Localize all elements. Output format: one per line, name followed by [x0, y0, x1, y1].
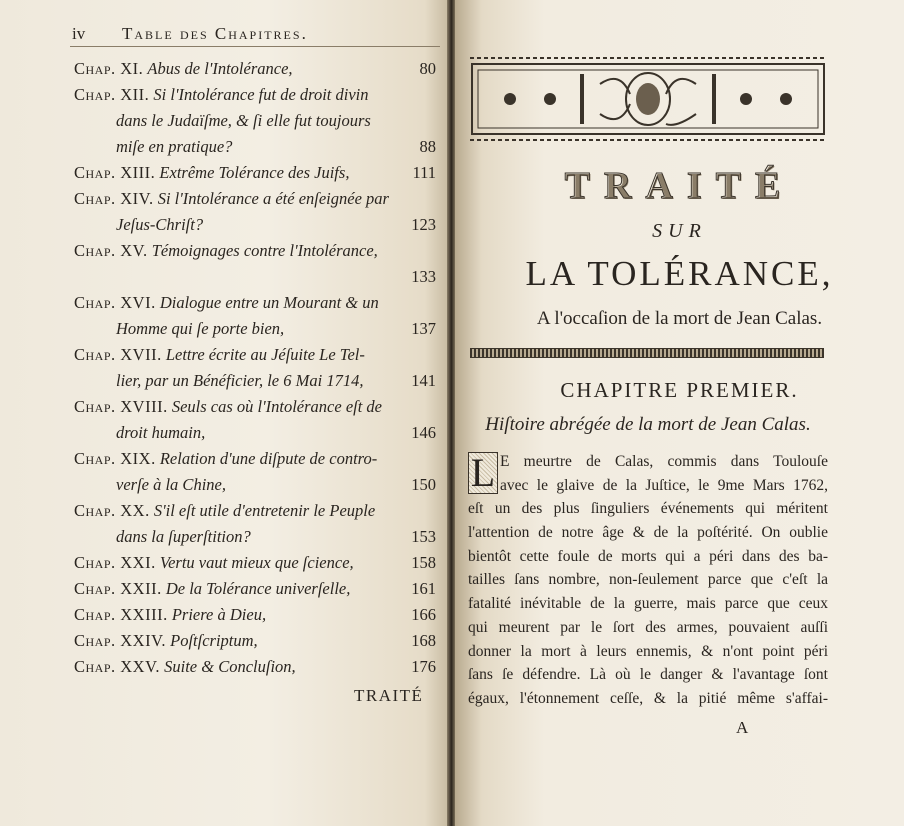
- toc-entry: [74, 524, 436, 550]
- toc-page-number: 141: [411, 371, 436, 390]
- toc-entry: [74, 82, 436, 108]
- toc-entry: [74, 160, 436, 186]
- toc-entry: [74, 420, 436, 446]
- signature-mark: A: [736, 718, 749, 737]
- toc-page-number: 123: [411, 215, 436, 234]
- toc-chapter-number: Chap. XIII.: [74, 163, 156, 182]
- toc-page-number: 133: [411, 267, 436, 286]
- toc-chapter-number: Chap. XXIII.: [74, 605, 168, 624]
- toc-chapter-title: Si l'Intolérance fut de droit divin: [153, 85, 369, 104]
- body-line: qui meurent par le ſort des armes, pouvaient auſſi: [468, 618, 828, 636]
- body-line: eſt un des plus ſinguliers événements qui méritent: [468, 500, 828, 518]
- toc-page-number: 158: [411, 553, 436, 572]
- toc-chapter-title: Priere à Dieu,: [171, 605, 267, 624]
- toc-entry: [74, 472, 436, 498]
- toc-entry: [74, 238, 436, 264]
- drop-cap: L: [468, 452, 498, 494]
- toc-entry: [74, 576, 436, 602]
- body-line: égaux, l'étonnement ceſſe, & la pitié même s'affai-: [468, 689, 828, 707]
- toc-page-number: 168: [411, 631, 436, 650]
- toc-entry: [74, 212, 436, 238]
- table-of-contents: [74, 56, 436, 680]
- toc-page-number: 176: [411, 657, 436, 676]
- toc-chapter-number: Chap. XVII.: [74, 345, 162, 364]
- running-head-title: Table des Chapitres.: [122, 24, 308, 43]
- toc-chapter-number: Chap. XXII.: [74, 579, 162, 598]
- toc-page-number: 111: [412, 163, 436, 182]
- toc-chapter-number: Chap. XII.: [74, 85, 150, 104]
- toc-chapter-title: Homme qui ſe porte bien,: [116, 319, 285, 338]
- chapter-heading: CHAPITRE PREMIER.: [560, 378, 799, 402]
- catchword: TRAITÉ: [354, 686, 424, 705]
- toc-chapter-title: lier, par un Bénéficier, le 6 Mai 1714,: [116, 371, 364, 390]
- toc-chapter-title: Abus de l'Intolérance,: [147, 59, 293, 78]
- body-line: avec le glaive de la Juſtice, le 9me Mars 1762,: [500, 476, 828, 494]
- toc-chapter-number: Chap. XXV.: [74, 657, 161, 676]
- toc-chapter-title: Vertu vaut mieux que ſcience,: [159, 553, 354, 572]
- toc-entry: [74, 108, 436, 134]
- toc-chapter-title: Témoignages contre l'Intolérance,: [151, 241, 378, 260]
- toc-page-number: 137: [411, 319, 436, 338]
- toc-chapter-title: Si l'Intolérance a été enſeignée par: [157, 189, 389, 208]
- toc-chapter-number: Chap. XX.: [74, 501, 150, 520]
- toc-page-number: 80: [419, 59, 436, 78]
- toc-entry: [74, 316, 436, 342]
- toc-chapter-title: S'il eſt utile d'entretenir le Peuple: [153, 501, 376, 520]
- main-title: LA TOLÉRANCE,: [525, 254, 834, 293]
- decorated-title: TRAITÉ: [564, 165, 795, 207]
- toc-entry: [74, 56, 436, 82]
- toc-entry: [74, 446, 436, 472]
- subtitle: A l'occaſion de la mort de Jean Calas.: [536, 308, 823, 329]
- toc-chapter-title: Jeſus-Chriſt?: [116, 215, 204, 234]
- book-gutter: [447, 0, 455, 826]
- toc-entry: [74, 628, 436, 654]
- body-line: donner la mort à leurs ennemis, & n'ont point péri: [468, 642, 828, 660]
- toc-chapter-title: verſe à la Chine,: [116, 475, 226, 494]
- toc-entry: [74, 342, 436, 368]
- toc-chapter-number: Chap. XV.: [74, 241, 148, 260]
- chapter-title: Hiſtoire abrégée de la mort de Jean Calas.: [485, 414, 811, 435]
- headpiece-ornament: [470, 54, 826, 144]
- toc-chapter-number: Chap. XIV.: [74, 189, 154, 208]
- body-line: l'attention de notre âge & de la poſtérité. On oublie: [468, 524, 828, 542]
- toc-chapter-title: Poſtſcriptum,: [170, 631, 258, 650]
- toc-chapter-title: Seuls cas où l'Intolérance eſt de: [171, 397, 383, 416]
- toc-chapter-number: Chap. XXI.: [74, 553, 156, 572]
- toc-entry: [74, 498, 436, 524]
- head-rule: [70, 46, 440, 47]
- toc-entry: [74, 602, 436, 628]
- toc-chapter-title: De la Tolérance univerſelle,: [165, 579, 351, 598]
- toc-entry: [74, 654, 436, 680]
- toc-entry: [74, 368, 436, 394]
- toc-entry: [74, 134, 436, 160]
- toc-chapter-title: Dialogue entre un Mourant & un: [159, 293, 379, 312]
- toc-chapter-title: miſe en pratique?: [116, 137, 233, 156]
- body-line: fatalité inévitable de la guerre, mais parce que ceux: [468, 595, 828, 613]
- toc-entry: [74, 290, 436, 316]
- body-line: ſans ſe défendre. Là où le danger & l'avantage ſont: [468, 666, 828, 684]
- toc-page-number: 166: [411, 605, 436, 624]
- body-line: tailles ſans nombre, non-ſeulement parce que c'eſt la: [468, 571, 828, 589]
- toc-chapter-number: Chap. XVI.: [74, 293, 156, 312]
- toc-page-number: 88: [419, 137, 436, 156]
- toc-entry: [74, 550, 436, 576]
- toc-chapter-number: Chap. XVIII.: [74, 397, 168, 416]
- body-text: [468, 450, 828, 711]
- toc-page-number: 146: [411, 423, 436, 442]
- toc-chapter-title: dans la ſuperſtition?: [116, 527, 251, 546]
- toc-chapter-number: Chap. XI.: [74, 59, 144, 78]
- body-line: E meurtre de Calas, commis dans Toulouſe: [500, 453, 828, 470]
- toc-chapter-title: Suite & Concluſion,: [164, 657, 296, 676]
- toc-chapter-title: dans le Judaïſme, & ſi elle fut toujours: [116, 111, 371, 130]
- page-folio: iv: [72, 24, 86, 43]
- toc-page-number: 150: [411, 475, 436, 494]
- left-page: [0, 0, 447, 826]
- toc-chapter-number: Chap. XIX.: [74, 449, 156, 468]
- toc-page-number: 153: [411, 527, 436, 546]
- toc-page-number: 161: [411, 579, 436, 598]
- title-sur: SUR: [652, 220, 707, 242]
- toc-chapter-title: Lettre écrite au Jéſuite Le Tel-: [165, 345, 365, 364]
- toc-chapter-number: Chap. XXIV.: [74, 631, 167, 650]
- toc-chapter-title: droit humain,: [116, 423, 206, 442]
- toc-entry: [74, 394, 436, 420]
- toc-entry: [74, 186, 436, 212]
- toc-chapter-title: Extrême Tolérance des Juifs,: [159, 163, 350, 182]
- body-line: bientôt cette foule de morts qui a péri dans des ba-: [468, 547, 828, 565]
- toc-entry: [74, 264, 436, 290]
- toc-chapter-title: Relation d'une diſpute de contro-: [159, 449, 378, 468]
- ornamental-band: [470, 348, 824, 358]
